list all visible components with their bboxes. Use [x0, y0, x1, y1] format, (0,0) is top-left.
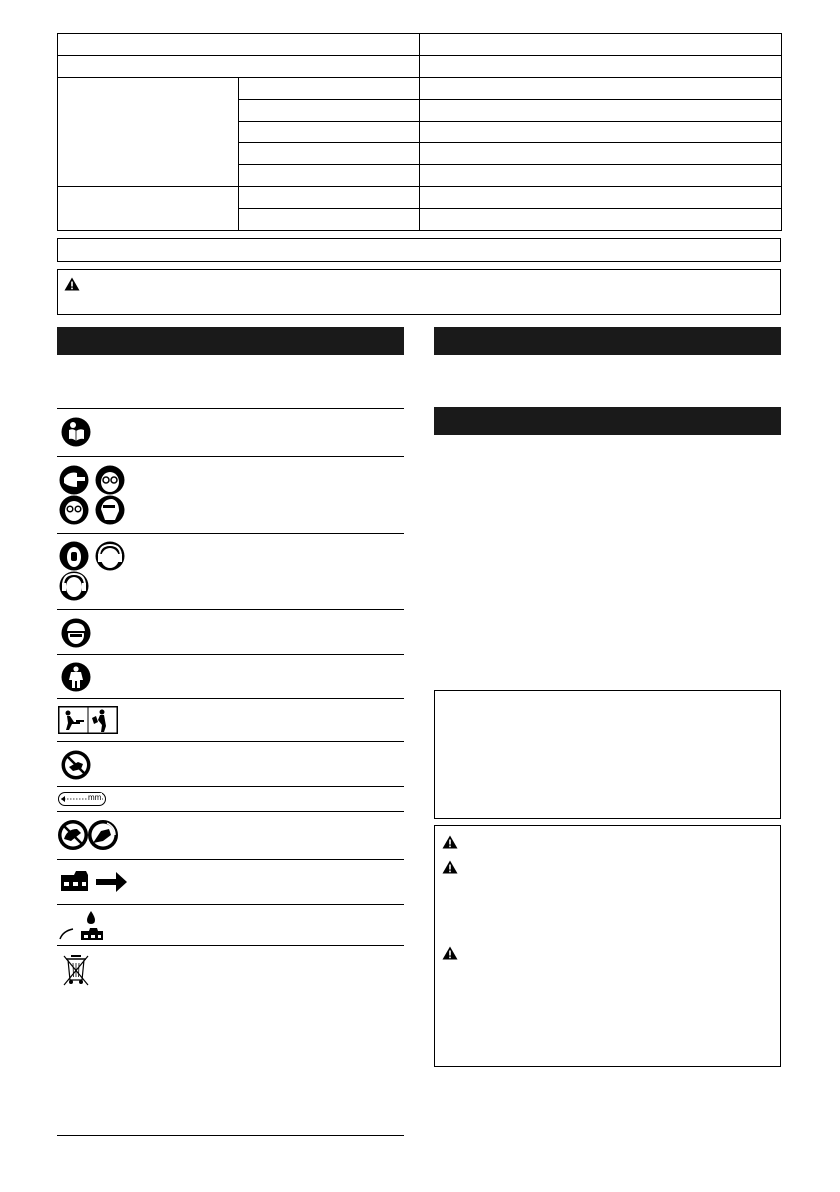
table-cell: [420, 165, 782, 187]
table-cell: [239, 121, 420, 143]
crossed-bin-icon: [62, 953, 90, 987]
row-divider: [57, 698, 404, 699]
table-cell: [239, 209, 420, 231]
helmet-icon: [61, 618, 91, 648]
table-cell: [239, 143, 420, 165]
table-cell: [239, 187, 420, 209]
table-cell: [239, 99, 420, 121]
row-divider: [57, 609, 404, 610]
row-divider: [57, 904, 404, 905]
table-cell: [420, 99, 782, 121]
table-cell: [420, 55, 782, 77]
table-cell: [420, 143, 782, 165]
eye-protection-icons: [57, 465, 129, 525]
right-note-box: [434, 690, 781, 819]
right-warning-box: [434, 825, 781, 1067]
warning-box: [57, 269, 781, 315]
work-position-icon: [58, 706, 118, 734]
row-divider: [57, 859, 404, 860]
row-divider: [57, 408, 404, 409]
chain-oil-icon: [57, 909, 107, 941]
right-header-1: [434, 327, 781, 355]
table-cell: [58, 187, 239, 231]
protective-clothing-icon: [61, 662, 91, 692]
warning-triangle-icon: [442, 860, 458, 874]
warning-triangle-icon: [442, 835, 458, 849]
row-divider: [57, 811, 404, 812]
guide-bar-unit: mm: [88, 793, 102, 802]
kickback-warning-icon: [57, 819, 119, 851]
row-divider: [57, 786, 404, 787]
table-cell: [420, 187, 782, 209]
warning-triangle-icon: [442, 946, 458, 960]
table-row: [58, 187, 782, 209]
chain-direction-icon: [60, 869, 128, 895]
row-divider: [57, 533, 404, 534]
notice-box: [57, 238, 781, 262]
table-cell: [239, 77, 420, 99]
table-cell: [420, 77, 782, 99]
right-header-2: [434, 407, 781, 435]
row-divider: [57, 945, 404, 946]
table-row: [58, 34, 782, 56]
table-row: [58, 55, 782, 77]
table-cell: [420, 121, 782, 143]
table-cell: [58, 55, 420, 77]
symbols-header: [57, 327, 404, 355]
warning-triangle-icon: [64, 277, 80, 291]
table-row: [58, 77, 782, 99]
row-divider: [57, 654, 404, 655]
table-cell: [239, 165, 420, 187]
row-divider: [57, 1135, 404, 1136]
table-cell: [420, 209, 782, 231]
table-cell: [58, 34, 420, 56]
spec-table: [57, 33, 782, 231]
no-one-hand-icon: [61, 750, 91, 780]
table-cell: [420, 34, 782, 56]
read-manual-icon: [61, 417, 91, 447]
row-divider: [57, 456, 404, 457]
hearing-protection-icons: [57, 541, 129, 601]
row-divider: [57, 741, 404, 742]
table-cell: [58, 77, 239, 186]
